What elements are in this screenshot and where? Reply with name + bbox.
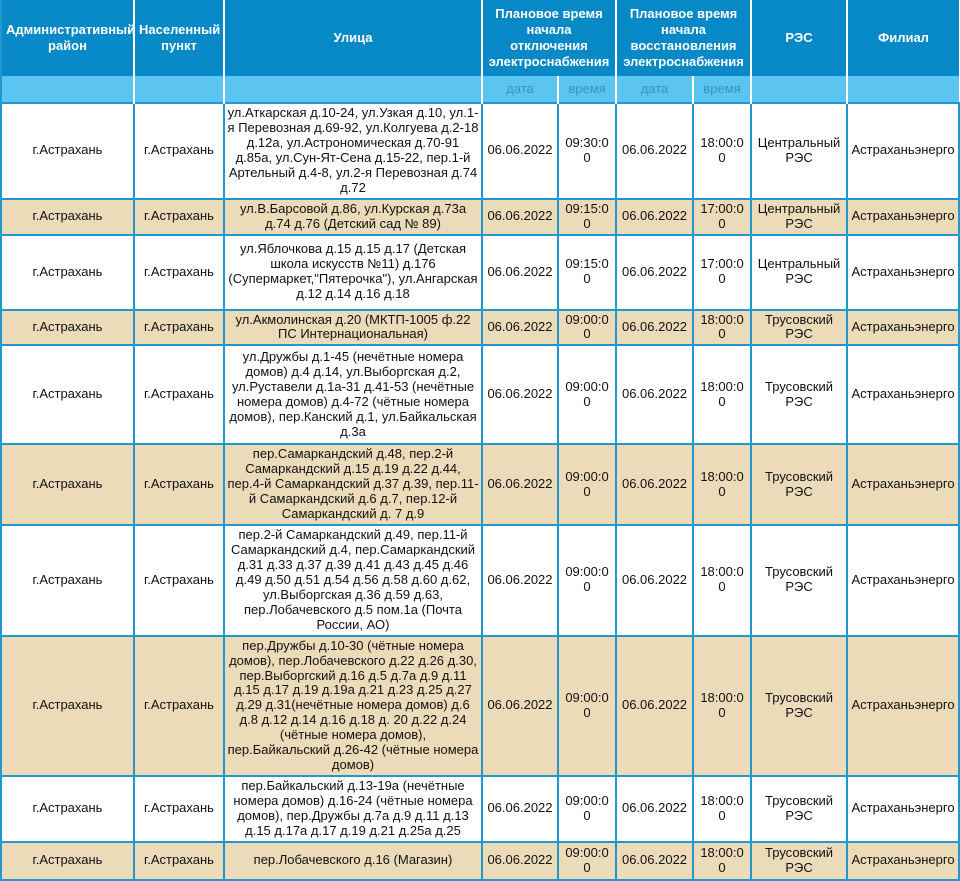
cell-settlement: г.Астрахань — [134, 525, 224, 636]
cell-on-date: 06.06.2022 — [616, 103, 693, 199]
cell-off-time: 09:00:00 — [558, 636, 616, 776]
cell-on-date: 06.06.2022 — [616, 235, 693, 310]
table-row — [1, 103, 959, 199]
table-row — [1, 525, 959, 636]
cell-off-date: 06.06.2022 — [482, 842, 558, 880]
cell-on-date: 06.06.2022 — [616, 636, 693, 776]
cell-district: г.Астрахань — [1, 776, 134, 842]
cell-settlement: г.Астрахань — [134, 842, 224, 880]
cell-branch: Астраханьэнерго — [847, 235, 959, 310]
cell-on-time: 18:00:00 — [693, 842, 751, 880]
cell-off-date: 06.06.2022 — [482, 444, 558, 525]
subheader-on-date: дата — [616, 76, 693, 103]
cell-off-date: 06.06.2022 — [482, 310, 558, 346]
header-admin-district: Административный район — [1, 0, 134, 76]
cell-district: г.Астрахань — [1, 842, 134, 880]
cell-street: ул.В.Барсовой д.86, ул.Курская д.73а д.74 д.76 (Детский сад № 89) — [224, 199, 482, 235]
cell-settlement: г.Астрахань — [134, 444, 224, 525]
subheader-empty — [134, 76, 224, 103]
cell-off-date: 06.06.2022 — [482, 776, 558, 842]
cell-street: ул.Дружбы д.1-45 (нечётные номера домов) д.4 д.14, ул.Выборгская д.2, ул.Руставели д.1а-31 д.41-53 (нечётные номера домов) д.4-72 (чётные номера домов), пер.Канский д.1, ул.Байкальская д.3а — [224, 345, 482, 444]
cell-off-date: 06.06.2022 — [482, 103, 558, 199]
cell-street: пер.Самаркандский д.48, пер.2-й Самаркандский д.15 д.19 д.22 д.44, пер.4-й Самаркандский д.37 д.39, пер.11-й Самаркандский д.6 д.7, пер.12-й Самаркандский д. 7 д.9 — [224, 444, 482, 525]
cell-branch: Астраханьэнерго — [847, 525, 959, 636]
cell-on-date: 06.06.2022 — [616, 310, 693, 346]
table-body — [1, 103, 959, 880]
cell-settlement: г.Астрахань — [134, 345, 224, 444]
cell-street: ул.Яблочкова д.15 д.15 д.17 (Детская школа искусств №11) д.176 (Супермаркет,"Пятерочка"), ул.Ангарская д.12 д.14 д.16 д.18 — [224, 235, 482, 310]
cell-street: пер.Лобачевского д.16 (Магазин) — [224, 842, 482, 880]
subheader-empty — [1, 76, 134, 103]
cell-on-date: 06.06.2022 — [616, 776, 693, 842]
cell-district: г.Астрахань — [1, 636, 134, 776]
header-street: Улица — [224, 0, 482, 76]
cell-off-date: 06.06.2022 — [482, 345, 558, 444]
cell-street: ул.Аткарская д.10-24, ул.Узкая д.10, ул.1-я Перевозная д.69-92, ул.Колгуева д.2-18 д.12а, ул.Астрономическая д.70-91 д.85а, ул.Сун-Ят-Сена д.15-22, пер.1-й Артельный д.4-8, ул.2-я Перевозная д.74 д.72 — [224, 103, 482, 199]
cell-branch: Астраханьэнерго — [847, 345, 959, 444]
table-row — [1, 199, 959, 235]
cell-off-time: 09:00:00 — [558, 345, 616, 444]
header-settlement: Населенный пункт — [134, 0, 224, 76]
cell-off-time: 09:00:00 — [558, 310, 616, 346]
cell-on-time: 18:00:00 — [693, 310, 751, 346]
cell-settlement: г.Астрахань — [134, 199, 224, 235]
cell-res: Трусовский РЭС — [751, 444, 847, 525]
cell-street: пер.Байкальский д.13-19а (нечётные номера домов) д.16-24 (чётные номера домов), пер.Дружбы д.7а д.9 д.11 д.13 д.15 д.17а д.17 д.19 д.21 д.25а д.25 — [224, 776, 482, 842]
cell-on-time: 17:00:00 — [693, 235, 751, 310]
cell-district: г.Астрахань — [1, 310, 134, 346]
cell-branch: Астраханьэнерго — [847, 636, 959, 776]
cell-off-time: 09:30:00 — [558, 103, 616, 199]
cell-branch: Астраханьэнерго — [847, 444, 959, 525]
cell-branch: Астраханьэнерго — [847, 842, 959, 880]
table-row — [1, 636, 959, 776]
cell-res: Центральный РЭС — [751, 199, 847, 235]
cell-off-time: 09:00:00 — [558, 444, 616, 525]
header-restore-start: Плановое время начала восстановления электроснабжения — [616, 0, 751, 76]
table-header — [1, 0, 959, 103]
cell-settlement: г.Астрахань — [134, 636, 224, 776]
table-row — [1, 842, 959, 880]
header-branch: Филиал — [847, 0, 959, 76]
cell-district: г.Астрахань — [1, 444, 134, 525]
cell-res: Центральный РЭС — [751, 235, 847, 310]
cell-on-time: 18:00:00 — [693, 776, 751, 842]
cell-off-time: 09:15:00 — [558, 199, 616, 235]
subheader-off-date: дата — [482, 76, 558, 103]
subheader-on-time: время — [693, 76, 751, 103]
cell-res: Трусовский РЭС — [751, 525, 847, 636]
table-row — [1, 235, 959, 310]
subheader-empty — [224, 76, 482, 103]
cell-on-date: 06.06.2022 — [616, 444, 693, 525]
cell-off-time: 09:15:00 — [558, 235, 616, 310]
cell-on-time: 18:00:00 — [693, 636, 751, 776]
cell-off-date: 06.06.2022 — [482, 199, 558, 235]
cell-on-time: 18:00:00 — [693, 345, 751, 444]
header-row — [1, 0, 959, 76]
cell-street: пер.2-й Самаркандский д.49, пер.11-й Самаркандский д.4, пер.Самаркандский д.31 д.33 д.37 д.39 д.41 д.43 д.45 д.46 д.49 д.50 д.51 д.54 д.56 д.58 д.60 д.62, ул.Выборгская д.36 д.59 д.63, пер.Лобачевского д.5 пом.1а (Почта России, АО) — [224, 525, 482, 636]
subheader-row — [1, 76, 959, 103]
cell-res: Трусовский РЭС — [751, 842, 847, 880]
cell-on-date: 06.06.2022 — [616, 842, 693, 880]
cell-on-time: 18:00:00 — [693, 103, 751, 199]
header-outage-start: Плановое время начала отключения электроснабжения — [482, 0, 616, 76]
cell-res: Трусовский РЭС — [751, 636, 847, 776]
cell-on-date: 06.06.2022 — [616, 199, 693, 235]
table-row — [1, 776, 959, 842]
cell-res: Трусовский РЭС — [751, 776, 847, 842]
cell-off-time: 09:00:00 — [558, 842, 616, 880]
cell-settlement: г.Астрахань — [134, 776, 224, 842]
cell-street: ул.Акмолинская д.20 (МКТП-1005 ф.22 ПС Интернациональная) — [224, 310, 482, 346]
cell-branch: Астраханьэнерго — [847, 776, 959, 842]
cell-on-date: 06.06.2022 — [616, 345, 693, 444]
cell-district: г.Астрахань — [1, 525, 134, 636]
table-row — [1, 310, 959, 346]
cell-off-date: 06.06.2022 — [482, 636, 558, 776]
cell-branch: Астраханьэнерго — [847, 103, 959, 199]
cell-off-date: 06.06.2022 — [482, 525, 558, 636]
subheader-off-time: время — [558, 76, 616, 103]
cell-street: пер.Дружбы д.10-30 (чётные номера домов), пер.Лобачевского д.22 д.26 д.30, пер.Выборгский д.16 д.5 д.7а д.9 д.11 д.15 д.17 д.19 д.19а д.21 д.23 д.25 д.27 д.29 д.31(нечётные номера домов) д.6 д.8 д.12 д.14 д.16 д.18 д. 20 д.22 д.24 (чётные номера домов), пер.Байкальский д.26-42 (чётные номера домов) — [224, 636, 482, 776]
table-row — [1, 444, 959, 525]
cell-district: г.Астрахань — [1, 345, 134, 444]
cell-res: Центральный РЭС — [751, 103, 847, 199]
cell-off-time: 09:00:00 — [558, 525, 616, 636]
cell-off-date: 06.06.2022 — [482, 235, 558, 310]
subheader-empty — [847, 76, 959, 103]
cell-settlement: г.Астрахань — [134, 103, 224, 199]
cell-branch: Астраханьэнерго — [847, 310, 959, 346]
header-res: РЭС — [751, 0, 847, 76]
cell-settlement: г.Астрахань — [134, 235, 224, 310]
cell-on-time: 17:00:00 — [693, 199, 751, 235]
cell-on-time: 18:00:00 — [693, 525, 751, 636]
subheader-empty — [751, 76, 847, 103]
cell-district: г.Астрахань — [1, 103, 134, 199]
cell-district: г.Астрахань — [1, 199, 134, 235]
cell-branch: Астраханьэнерго — [847, 199, 959, 235]
cell-on-time: 18:00:00 — [693, 444, 751, 525]
cell-off-time: 09:00:00 — [558, 776, 616, 842]
table-row — [1, 345, 959, 444]
cell-res: Трусовский РЭС — [751, 310, 847, 346]
cell-res: Трусовский РЭС — [751, 345, 847, 444]
cell-on-date: 06.06.2022 — [616, 525, 693, 636]
cell-settlement: г.Астрахань — [134, 310, 224, 346]
cell-district: г.Астрахань — [1, 235, 134, 310]
